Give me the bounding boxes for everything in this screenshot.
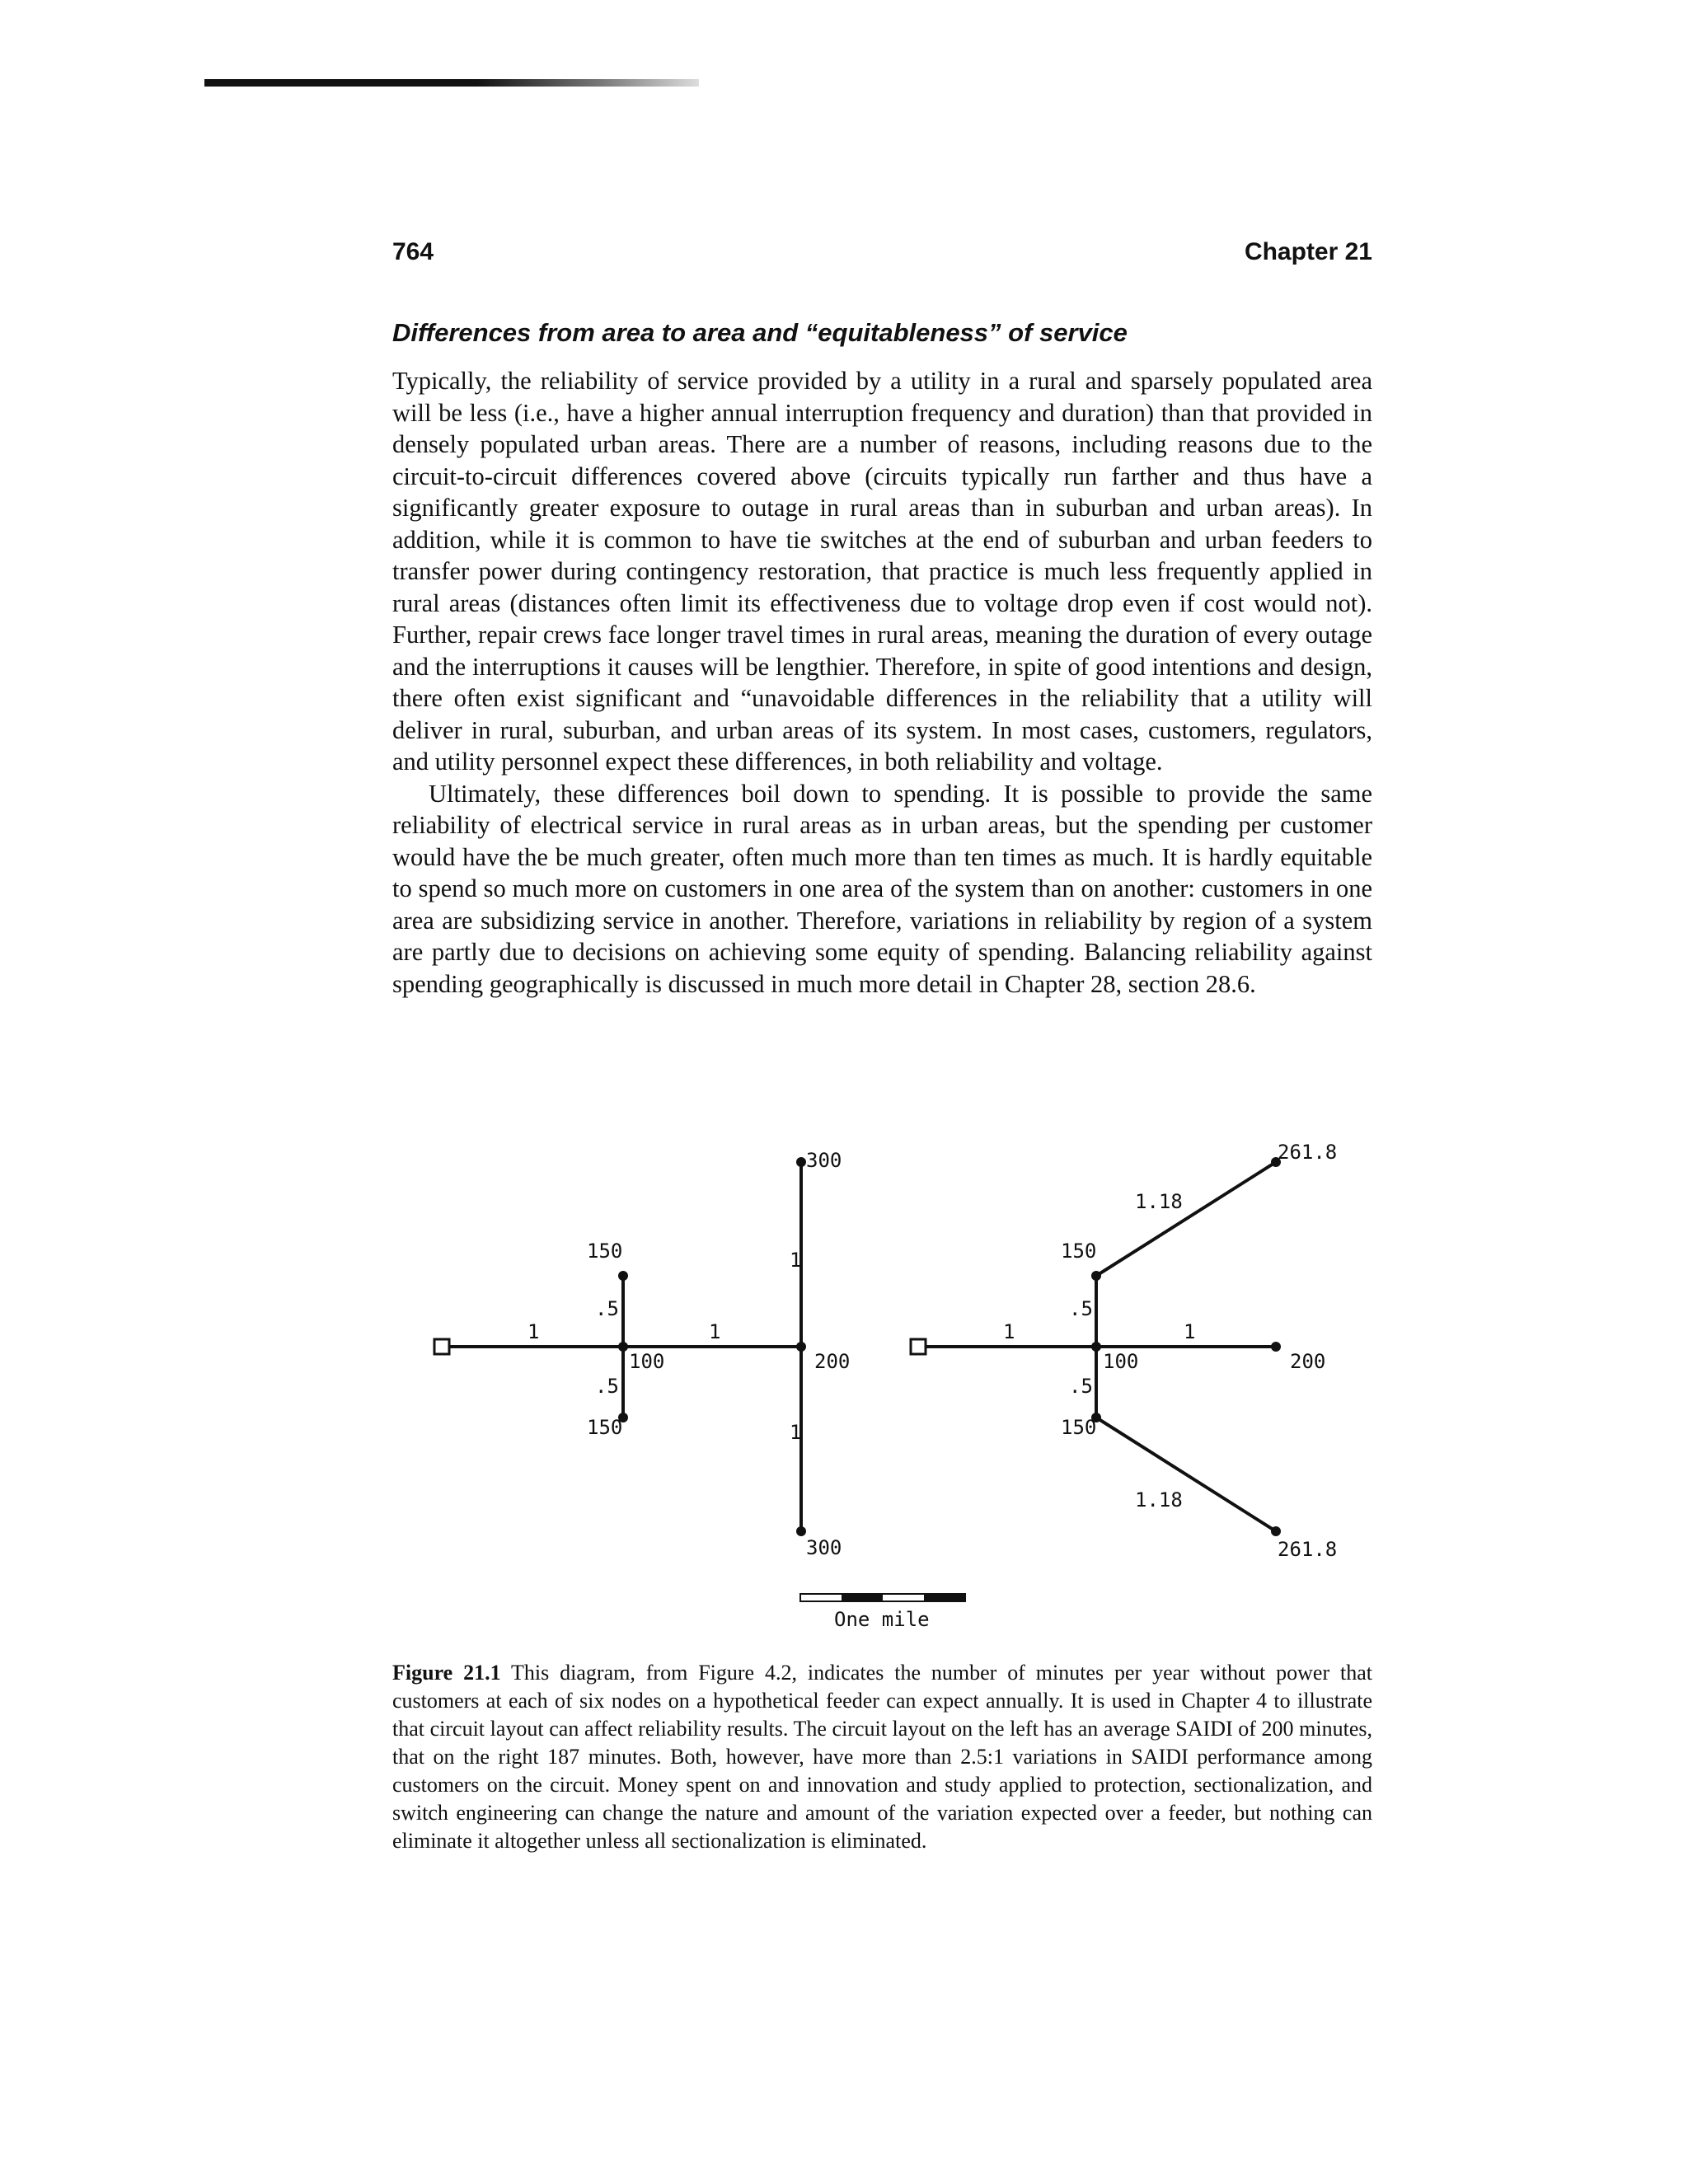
paragraph: Typically, the reliability of service provided by a utility in a rural and sparsely populated area will be less (i.e., have a higher annual interruption frequency and duration) than that provided in densely populated urban areas. There are a number of reasons, including reasons due to the circuit-to-circuit differences covered above (circuits typically run farther and thus have a significantly greater exposure to outage in rural areas than in suburban and urban areas). In addition, while it is common to have tie switches at the end of suburban and urban feeders to transfer power during contingency restoration, that practice is much less frequently applied in rural areas (distances often limit its effectiveness due to voltage drop even if cost would not). Further, repair crews face longer travel times in rural areas, meaning the duration of every outage and the interruptions it causes will be lengthier. Therefore, in spite of good intentions and design, there often exist significant and “unavoidable differences in the reliability that a utility will deliver in rural, suburban, and urban areas of its system. In most cases, customers, regulators, and utility personnel expect these differences, in both reliability and voltage. xyxy=(392,367,1372,776)
left-seg-hub-junction: 1 xyxy=(709,1320,721,1343)
left-junction-node xyxy=(796,1342,806,1352)
body-text xyxy=(392,365,1372,1000)
left-branch-top-node xyxy=(618,1271,628,1281)
left-trunk-top-node xyxy=(796,1157,806,1167)
right-hub-value: 100 xyxy=(1103,1350,1139,1373)
left-seg-source-hub: 1 xyxy=(528,1320,540,1343)
right-circuit xyxy=(911,1141,1337,1561)
scale-bar-segment xyxy=(842,1594,883,1601)
scale-bar xyxy=(800,1594,965,1631)
right-substation-icon xyxy=(911,1339,926,1354)
left-junction-value: 200 xyxy=(814,1350,851,1373)
section-heading: Differences from area to area and “equitableness” of service xyxy=(392,318,1128,347)
circuit-diagram-svg xyxy=(412,1137,1385,1648)
right-seg-hub-up: .5 xyxy=(1069,1297,1093,1320)
right-diag-bottom-value: 261.8 xyxy=(1278,1538,1338,1561)
left-branch-top-value: 150 xyxy=(587,1240,623,1263)
left-seg-hub-down: .5 xyxy=(595,1375,619,1398)
figure-caption xyxy=(392,1659,1372,1855)
left-trunk-top-value: 300 xyxy=(806,1149,842,1172)
figure-label: Figure 21.1 xyxy=(392,1661,501,1685)
right-end-node xyxy=(1271,1342,1281,1352)
right-diag-bottom-line xyxy=(1096,1418,1276,1531)
left-circuit xyxy=(434,1149,850,1559)
top-rule xyxy=(204,79,699,87)
right-diag-top-line xyxy=(1096,1162,1276,1276)
left-hub-value: 100 xyxy=(629,1350,665,1373)
right-branch-bottom-value: 150 xyxy=(1061,1416,1097,1439)
left-trunk-bottom-node xyxy=(796,1526,806,1536)
right-seg-source-hub: 1 xyxy=(1003,1320,1015,1343)
right-seg-hub-end: 1 xyxy=(1184,1320,1196,1343)
right-end-value: 200 xyxy=(1290,1350,1326,1373)
left-hub-node xyxy=(618,1342,628,1352)
left-branch-bottom-value: 150 xyxy=(587,1416,623,1439)
right-seg-diag-down: 1.18 xyxy=(1135,1488,1183,1511)
circuit-diagram xyxy=(412,1137,1385,1648)
right-diag-top-value: 261.8 xyxy=(1278,1141,1338,1164)
right-seg-hub-down: .5 xyxy=(1069,1375,1093,1398)
left-substation-icon xyxy=(434,1339,449,1354)
left-seg-junction-down: 1 xyxy=(790,1421,802,1444)
chapter-label: Chapter 21 xyxy=(1244,238,1372,265)
left-seg-hub-up: .5 xyxy=(595,1297,619,1320)
left-trunk-bottom-value: 300 xyxy=(806,1536,842,1559)
scale-label: One mile xyxy=(834,1608,930,1631)
right-diag-bottom-node xyxy=(1271,1526,1281,1536)
left-seg-junction-up: 1 xyxy=(790,1249,802,1272)
right-branch-top-value: 150 xyxy=(1061,1240,1097,1263)
caption-text: This diagram, from Figure 4.2, indicates the number of minutes per year without power that customers at each of six nodes on a hypothetical feeder can expect annually. It is used in Chapter 4 to illustrate that circuit layout can affect reliability results. The circuit layout on the left has an average SAIDI of 200 minutes, that on the right 187 minutes. Both, however, have more than 2.5:1 variations in SAIDI performance among customers on the circuit. Money spent on and innovation and study applied to protection, sectionalization, and switch engineering can change the nature and amount of the variation expected over a feeder, but nothing can eliminate it altogether unless all sectionalization is eliminated. xyxy=(392,1661,1372,1853)
right-hub-node xyxy=(1091,1342,1101,1352)
page-number: 764 xyxy=(392,238,434,265)
right-seg-diag-up: 1.18 xyxy=(1135,1190,1183,1213)
paragraph: Ultimately, these differences boil down to spending. It is possible to provide the same reliability of electrical service in rural areas as in urban areas, but the spending per customer would have the be much greater, often much more than ten times as much. It is hardly equitable to spend so much more on customers in one area of the system than on another: customers in one area are subsidizing service in another. Therefore, variations in reliability by region of a system are partly due to decisions on achieving some equity of spending. Balancing reliability against spending geographically is discussed in much more detail in Chapter 28, section 28.6. xyxy=(392,779,1372,998)
scale-bar-segment xyxy=(924,1594,965,1601)
right-branch-top-node xyxy=(1091,1271,1101,1281)
